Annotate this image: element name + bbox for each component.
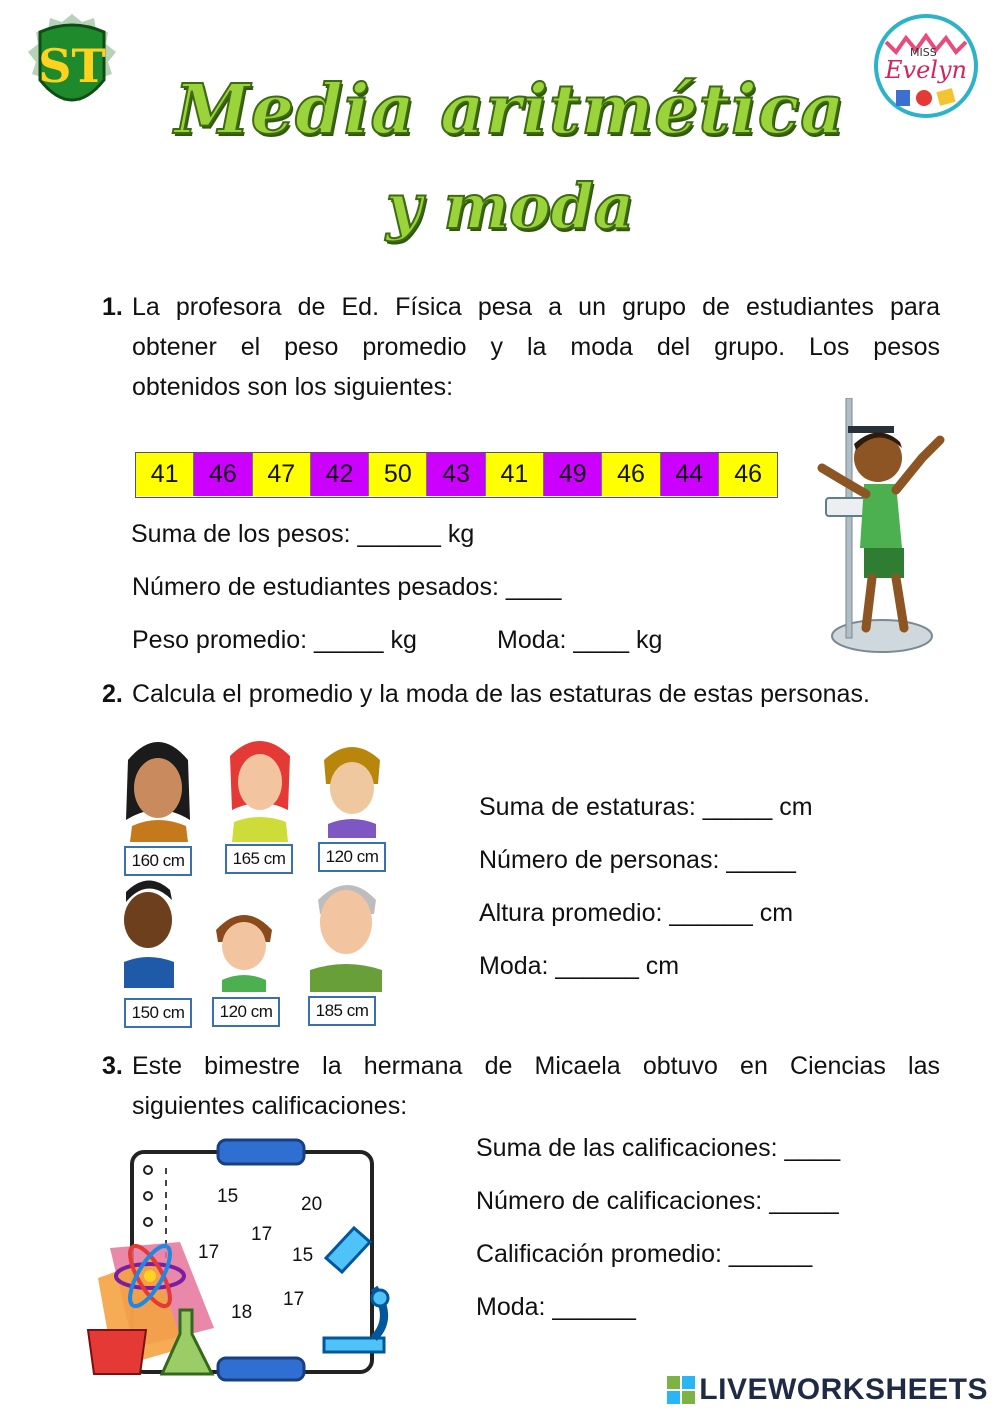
grade-value: 17	[283, 1289, 305, 1310]
q1-sum-label: Suma de los pesos: ______ kg	[131, 520, 475, 548]
q3-mode-label: Moda: ______	[476, 1293, 636, 1321]
liveworksheets-badge-icon	[667, 1376, 695, 1404]
footer-brand: LIVEWORKSHEETS	[699, 1373, 988, 1406]
weight-cell: 46	[194, 453, 252, 496]
weight-cell: 43	[427, 453, 485, 496]
miss-evelyn-logo	[872, 12, 980, 120]
q3-sum-label: Suma de las calificaciones: ____	[476, 1134, 841, 1162]
q1-mode-label: Moda: ____ kg	[497, 626, 663, 654]
q2-count-label: Número de personas: _____	[479, 846, 796, 874]
q1-average-label: Peso promedio: _____ kg	[132, 626, 417, 654]
q1-line-2: obtener el peso promedio y la moda del grupo. Los pesos	[132, 333, 940, 361]
science-clipboard-illustration	[74, 1138, 404, 1384]
weight-cell: 41	[486, 453, 544, 496]
height-label: 150 cm	[124, 998, 192, 1028]
q2-mode-label: Moda: ______ cm	[479, 952, 680, 980]
boy-on-scale-illustration	[812, 398, 952, 660]
grade-value: 15	[217, 1186, 239, 1207]
title-line-2: y moda	[385, 170, 635, 243]
q1-line-3: obtenidos son los siguientes:	[132, 373, 454, 401]
q1-number: 1.	[102, 293, 123, 321]
q1-count-label: Número de estudiantes pesados: ____	[132, 573, 562, 601]
teacher-logo-name: Evelyn	[885, 56, 967, 84]
q3-count-label: Número de calificaciones: _____	[476, 1187, 839, 1215]
q3-line-2: siguientes calificaciones:	[132, 1092, 408, 1120]
weight-cell: 44	[661, 453, 719, 496]
q3-number: 3.	[102, 1052, 123, 1080]
title-line-1: Media aritmética	[174, 70, 846, 150]
weight-cell: 46	[719, 453, 777, 496]
grade-value: 15	[292, 1245, 314, 1266]
people-illustration	[118, 730, 393, 1030]
school-logo-text: ST	[38, 39, 106, 93]
q3-line-1: Este bimestre la hermana de Micaela obtuvo en Ciencias las	[132, 1052, 940, 1080]
q2-number: 2.	[102, 680, 123, 708]
weight-cell: 50	[369, 453, 427, 496]
height-label: 165 cm	[225, 844, 293, 874]
grade-value: 20	[301, 1194, 323, 1215]
weight-cell: 49	[544, 453, 602, 496]
height-label: 185 cm	[308, 996, 376, 1026]
q1-text	[132, 287, 940, 407]
grade-value: 18	[231, 1302, 253, 1323]
q1-line-1: La profesora de Ed. Física pesa a un grupo de estudiantes para	[132, 293, 940, 321]
q2-text: Calcula el promedio y la moda de las estaturas de estas personas.	[132, 680, 870, 708]
liveworksheets-footer	[667, 1373, 988, 1407]
weight-cell: 47	[253, 453, 311, 496]
weight-cell: 41	[136, 453, 194, 496]
q3-average-label: Calificación promedio: ______	[476, 1240, 813, 1268]
teacher-logo-top: MISS	[910, 46, 937, 59]
height-label: 120 cm	[212, 997, 280, 1027]
grade-value: 17	[251, 1224, 273, 1245]
weight-cell: 46	[602, 453, 660, 496]
weights-strip	[135, 452, 778, 498]
school-shield-logo	[22, 10, 122, 130]
grade-value: 17	[198, 1242, 220, 1263]
q2-average-label: Altura promedio: ______ cm	[479, 899, 794, 927]
height-label: 160 cm	[124, 846, 192, 876]
q2-sum-label: Suma de estaturas: _____ cm	[479, 793, 813, 821]
weight-cell: 42	[311, 453, 369, 496]
q3-text	[132, 1046, 940, 1126]
height-label: 120 cm	[318, 842, 386, 872]
